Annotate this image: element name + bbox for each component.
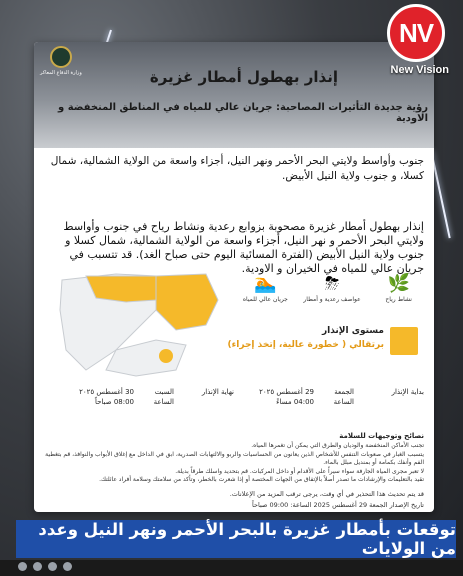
end-day: [154, 387, 174, 407]
caption-text: توقعات بأمطار غزيرة بالبحر الأحمر ونهر النيل وعدد من الولايات: [38, 520, 456, 558]
impact-label: عواصف رعدية و أمطار: [303, 296, 361, 303]
social-links: [18, 562, 72, 571]
youtube-icon[interactable]: [63, 562, 72, 571]
map-region-warned: [159, 349, 173, 363]
impact-flood: [235, 272, 295, 316]
impact-wind: [369, 272, 429, 316]
update-notice: قد يتم تحديث هذا التحذير في أي وقت، يرجى ترقب المزيد من الإعلانات.: [229, 490, 424, 498]
sudan-map: [56, 270, 226, 380]
map-region-warned: [156, 274, 218, 330]
brand-name: New Vision: [390, 64, 449, 76]
poster-header: [34, 42, 434, 148]
twitter-icon[interactable]: [33, 562, 42, 571]
instagram-icon[interactable]: [48, 562, 57, 571]
warning-description: إنذار بهطول أمطار غزيرة مصحوبة بزوابع رعدية ونشاط رياح في جنوب وأواسط ولايتي البحر الأحمر و نهر النيل، أجزاء واسعة من الولاية الشمالية، شمال كسلا و جنوب ولاية النيل الأبيض (الفترة المسائية اليوم حتى صباح الغد). قد تتسبب في جريان عالي للمياه في الخيران و الاودية.: [63, 220, 424, 275]
new-vision-logo: [387, 4, 445, 62]
emblem-icon: [50, 46, 72, 68]
impact-icons: [232, 272, 432, 316]
end-label: نهاية الإنذار: [201, 388, 234, 396]
warning-level-swatch: [390, 327, 418, 355]
start-day-label: الجمعة: [334, 388, 354, 396]
safety-tips-title: نصائح وتوجيهات للسلامة: [339, 432, 424, 440]
start-datetime: [259, 387, 314, 407]
flood-icon: 🏊: [254, 272, 277, 294]
safety-tip: تجنب الأماكن المنخفضة والوديان والطرق التي يمكن أن تغمرها المياه.: [251, 442, 424, 449]
ministry-emblem: [40, 46, 82, 76]
news-caption: [16, 520, 456, 558]
map-region-warned: [86, 276, 156, 302]
start-time-label: الساعة: [333, 398, 354, 406]
logo-letters: NV: [398, 17, 434, 48]
safety-tip: تقيد بالتعليمات والإرشادات ما تصدر أصلاً بالإتفاق من الجهات المختصة أو إذا شعرت بالخطر، وتأكد من سلامتك وسلامة أفراد عائلتك.: [99, 476, 424, 483]
impact-label: نشاط رياح: [385, 296, 412, 303]
thunderstorm-icon: ⛈: [324, 272, 340, 294]
issue-date: تاريخ الإصدار الجمعة 29 أغسطس 2025 الساعة: 09:00 صباحاً: [251, 501, 424, 509]
warning-level-text: برتقالي ( خطورة عالية، إتخذ إجراء): [227, 340, 384, 350]
warning-poster: [34, 42, 434, 512]
end-time-label: الساعة: [153, 398, 174, 406]
safety-tip: لا تعبر مجرى المياه الجارفة سواء سيراً على الأقدام أو داخل المركبات. قم بتحديد واسلك طرقاً بديلة.: [175, 467, 424, 475]
safety-tips: [44, 442, 424, 485]
impact-thunderstorm: [302, 272, 362, 316]
start-time: 04:00 مساءً: [276, 398, 314, 406]
start-date: 29 أغسطس ٢٠٢٥: [259, 388, 314, 396]
end-date: 30 أغسطس ٢٠٢٥: [79, 388, 134, 396]
warning-times: [48, 387, 424, 427]
wind-icon: 🌿: [387, 272, 410, 294]
warning-level-title: مستوى الإنذار: [321, 326, 384, 336]
poster-subhead: رؤية جديدة التأثيرات المصاحبة: جريان عالي للمياه في المناطق المنخفضة و الاودية: [58, 102, 428, 124]
end-time: 08:00 صباحاً: [94, 398, 134, 406]
end-datetime: [79, 387, 134, 407]
poster-headline: إنذار بهطول أمطار غزيرة: [149, 68, 338, 86]
impact-label: جريان عالي للمياه: [242, 296, 288, 303]
facebook-icon[interactable]: [18, 562, 27, 571]
end-day-label: السبت: [154, 388, 174, 396]
safety-tip: يتسبب الغبار في صعوبات التنفس للأشخاص الذين يعانون من الحساسيات والربو والالتهابات الصدرية، ابق في الداخل مع إغلاق الأبواب والنوافذ، قم بتغطية الفم وأنفك بكمامة أو بمنديل مبلل بالماء.: [45, 450, 424, 466]
start-day: [334, 387, 354, 407]
start-label: بداية الإنذار: [391, 388, 424, 396]
affected-areas-text: جنوب وأواسط ولايتي البحر الأحمر ونهر النيل، أجزاء واسعة من الولاية الشمالية، شمال كسلا، و جنوب ولاية النيل الأبيض.: [50, 155, 424, 182]
ministry-name: وزارة الدفاع المعاكر: [40, 70, 82, 76]
